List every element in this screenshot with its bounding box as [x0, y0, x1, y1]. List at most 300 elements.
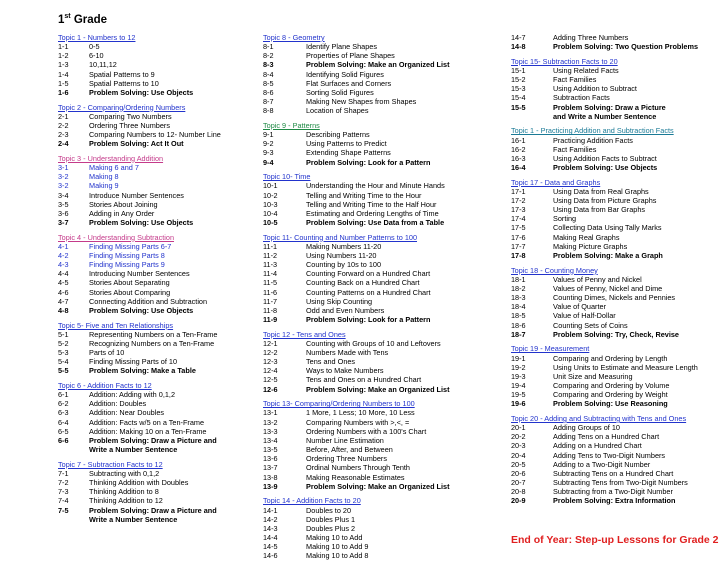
- lesson-title: and Write a Number Sentence: [553, 111, 657, 121]
- lesson-row: [263, 533, 503, 542]
- lesson-number: 3-2: [58, 181, 69, 191]
- lesson-number: 3-1: [58, 163, 69, 173]
- lesson-title: Problem Solving: Use Objects: [89, 305, 194, 315]
- lesson-title: Adding on a Hundred Chart: [553, 441, 642, 451]
- lesson-number: 9-3: [263, 148, 274, 158]
- lesson-title: Extending Shape Patterns: [306, 148, 391, 158]
- lesson-number: 4-1: [58, 241, 69, 251]
- lesson-number: 6-6: [58, 435, 69, 445]
- topic-title: Topic 19 - Measurement: [511, 344, 590, 354]
- lesson-title: Practicing Addition Facts: [553, 135, 633, 145]
- lesson-number: 19-6: [511, 399, 526, 409]
- lesson-row: [263, 79, 503, 88]
- lesson-title: Making 9: [89, 181, 119, 191]
- lesson-row: [58, 70, 248, 79]
- lesson-title: Comparing and Ordering by Volume: [553, 380, 670, 390]
- lesson-title: Problem Solving: Use Objects: [89, 87, 194, 97]
- lesson-row: [511, 478, 726, 487]
- lesson-number: 8-1: [263, 42, 274, 52]
- lesson-title: Introduce Number Sentences: [89, 190, 184, 200]
- lesson-row: [58, 260, 248, 269]
- lesson-number: 19-4: [511, 380, 526, 390]
- lesson-title: Addition: Facts w/5 on a Ten-Frame: [89, 417, 205, 427]
- lesson-row: [511, 223, 726, 232]
- lesson-row: [58, 348, 248, 357]
- lesson-row: [511, 354, 726, 363]
- lesson-title: Spatial Patterns to 10: [89, 78, 159, 88]
- lesson-title: Telling and Writing Time to the Half Hour: [306, 199, 437, 209]
- lesson-title: Tens and Ones: [306, 357, 356, 367]
- lesson-number: 18-7: [511, 329, 526, 339]
- lesson-title: Value of Half-Dollar: [553, 311, 616, 321]
- topic-title: Topic 12 - Tens and Ones: [263, 329, 346, 339]
- lesson-title: Subtracting Tens from Two-Digit Numbers: [553, 478, 688, 488]
- lesson-row: [58, 269, 248, 278]
- lesson-title: Ordinal Numbers Through Tenth: [306, 463, 410, 473]
- lesson-row: [511, 275, 726, 284]
- lesson-number: 17-7: [511, 241, 526, 251]
- lesson-title: Odd and Even Numbers: [306, 305, 385, 315]
- lesson-title: Ways to Make Numbers: [306, 366, 384, 376]
- lesson-number: 2-4: [58, 139, 69, 149]
- lesson-number: 14-3: [263, 523, 278, 533]
- lesson-title: Fact Families: [553, 144, 597, 154]
- lesson-row: [263, 366, 503, 375]
- lesson-row: [263, 542, 503, 551]
- lesson-number: 20-4: [511, 450, 526, 460]
- lesson-row: [263, 42, 503, 51]
- lesson-title: Problem Solving: Try, Check, Revise: [553, 329, 679, 339]
- lesson-title: Values of Penny, Nickel and Dime: [553, 283, 663, 293]
- lesson-number: 12-4: [263, 366, 278, 376]
- lesson-title: Using Data from Bar Graphs: [553, 205, 646, 215]
- lesson-row: [511, 441, 726, 450]
- lesson-title: Adding Three Numbers: [553, 33, 629, 42]
- lesson-row: [263, 218, 503, 227]
- lesson-number: 16-2: [511, 144, 526, 154]
- lesson-title: Counting with Groups of 10 and Leftovers: [306, 338, 441, 348]
- lesson-title: Addition: Near Doubles: [89, 408, 165, 418]
- lesson-row: [58, 172, 248, 181]
- lesson-row: [511, 293, 726, 302]
- lesson-number: 1-2: [58, 51, 69, 61]
- lesson-number: 12-2: [263, 348, 278, 357]
- lesson-row: [58, 121, 248, 130]
- lesson-row: [263, 418, 503, 427]
- lesson-row: [58, 478, 248, 487]
- lesson-row: [511, 103, 726, 112]
- lesson-row: [263, 288, 503, 297]
- lesson-row: [263, 278, 503, 287]
- lesson-row: [263, 515, 503, 524]
- lesson-row: [263, 269, 503, 278]
- topic-section: [263, 330, 503, 394]
- lesson-title: Making 6 and 7: [89, 163, 139, 173]
- end-of-year-note: End of Year: Step-up Lessons for Grade 2: [511, 534, 719, 546]
- lesson-row: [511, 242, 726, 251]
- topic-section: [58, 321, 248, 376]
- lesson-row: [263, 88, 503, 97]
- lesson-number: 3-6: [58, 208, 69, 218]
- lesson-number: 17-4: [511, 214, 526, 224]
- lesson-row: [58, 209, 248, 218]
- lesson-title: Problem Solving: Draw a Picture: [553, 102, 666, 112]
- lesson-title: Understanding the Hour and Minute Hands: [306, 181, 445, 191]
- topic-title: Topic 1 - Practicing Addition and Subtraction Facts: [511, 126, 674, 136]
- lesson-number: 1-6: [58, 87, 69, 97]
- lesson-title: Using Numbers 11-20: [306, 250, 377, 260]
- lesson-row: [58, 496, 248, 505]
- lesson-number: 8-4: [263, 69, 274, 79]
- lesson-number: 4-4: [58, 269, 69, 279]
- lesson-row: [263, 445, 503, 454]
- lesson-row: [263, 60, 503, 69]
- lesson-title: Comparing and Ordering by Length: [553, 353, 668, 363]
- lesson-row: [511, 381, 726, 390]
- lesson-number: 19-3: [511, 371, 526, 381]
- lesson-number: 17-8: [511, 250, 526, 260]
- lesson-title: Adding Tens to Two-Digit Numbers: [553, 450, 666, 460]
- lesson-title: Tens and Ones on a Hundred Chart: [306, 375, 422, 385]
- lesson-row: [511, 487, 726, 496]
- lesson-row: [58, 181, 248, 190]
- lesson-number: 10-5: [263, 217, 278, 227]
- lesson-row: [58, 330, 248, 339]
- lesson-title: Location of Shapes: [306, 106, 369, 116]
- lesson-row: [58, 112, 248, 121]
- lesson-number: 16-3: [511, 153, 526, 163]
- lesson-number: 2-1: [58, 111, 69, 121]
- lesson-row: [263, 339, 503, 348]
- lesson-title: Values of Penny and Nickel: [553, 274, 642, 284]
- lesson-number: 5-1: [58, 329, 69, 339]
- lesson-row: [511, 311, 726, 320]
- lesson-number: 20-3: [511, 441, 526, 451]
- lesson-number: 7-5: [58, 505, 69, 515]
- lesson-number: 8-6: [263, 87, 274, 97]
- lesson-number: 12-5: [263, 375, 278, 385]
- lesson-row: [58, 469, 248, 478]
- topic-section: [58, 460, 248, 524]
- lesson-row: [263, 209, 503, 218]
- lesson-number: 4-7: [58, 296, 69, 306]
- lesson-number: 1-5: [58, 78, 69, 88]
- lesson-row: [58, 42, 248, 51]
- lesson-number: 14-5: [263, 542, 278, 552]
- column-2: [263, 33, 503, 566]
- topic-title: Topic 2 - Comparing/Ordering Numbers: [58, 102, 186, 112]
- lesson-title: Representing Numbers on a Ten-Frame: [89, 329, 218, 339]
- lesson-title: Sorting: [553, 214, 577, 224]
- lesson-number: 13-3: [263, 426, 278, 436]
- lesson-row: [58, 506, 248, 515]
- lesson-title: Value of Quarter: [553, 302, 606, 312]
- lesson-title: Problem Solving: Act It Out: [89, 139, 184, 149]
- topic-title: Topic 7 - Subtraction Facts to 12: [58, 459, 163, 469]
- lesson-number: 10-1: [263, 181, 278, 191]
- lesson-title: Counting Sets of Coins: [553, 320, 628, 330]
- lesson-row: [58, 445, 248, 454]
- lesson-row: [511, 196, 726, 205]
- lesson-title: Estimating and Ordering Lengths of Time: [306, 208, 439, 218]
- lesson-row: [511, 205, 726, 214]
- lesson-number: 17-5: [511, 223, 526, 233]
- topic-section: [511, 178, 726, 260]
- lesson-row: [263, 297, 503, 306]
- lesson-title: Making 10 to Add 9: [306, 542, 369, 552]
- lesson-row: [58, 242, 248, 251]
- lesson-row: [511, 33, 726, 42]
- lesson-number: 3-2: [58, 172, 69, 182]
- lesson-title: Adding Tens on a Hundred Chart: [553, 432, 660, 442]
- lesson-number: 8-8: [263, 106, 274, 116]
- lesson-number: 11-2: [263, 250, 278, 260]
- lesson-row: [58, 436, 248, 445]
- lesson-title: Describing Patterns: [306, 130, 370, 140]
- topic-section: [511, 126, 726, 172]
- lesson-row: [58, 88, 248, 97]
- lesson-title: Flat Surfaces and Corners: [306, 78, 392, 88]
- lesson-row: [511, 469, 726, 478]
- lesson-number: 12-3: [263, 357, 278, 367]
- lesson-row: [511, 390, 726, 399]
- topic-section: [511, 414, 726, 506]
- lesson-title: Stories About Joining: [89, 199, 158, 209]
- lesson-title: Problem Solving: Make an Organized List: [306, 481, 450, 491]
- lesson-title: Using Patterns to Predict: [306, 139, 387, 149]
- lesson-title: Before, After, and Between: [306, 445, 393, 455]
- lesson-row: [263, 408, 503, 417]
- lesson-title: Identify Plane Shapes: [306, 42, 377, 52]
- lesson-row: [263, 463, 503, 472]
- lesson-row: [511, 145, 726, 154]
- lesson-number: 5-5: [58, 366, 69, 376]
- lesson-title: Making 10 to Add 8: [306, 551, 369, 561]
- lesson-title: Ordering Three Numbers: [89, 120, 170, 130]
- lesson-title: Using Data from Picture Graphs: [553, 196, 657, 205]
- lesson-row: [511, 42, 726, 51]
- lesson-number: 15-4: [511, 93, 526, 103]
- lesson-title: Collecting Data Using Tally Marks: [553, 223, 662, 233]
- lesson-row: [511, 451, 726, 460]
- lesson-number: 20-9: [511, 496, 526, 506]
- lesson-number: 13-8: [263, 472, 278, 482]
- lesson-title: Using Skip Counting: [306, 296, 373, 306]
- lesson-number: 11-1: [263, 241, 278, 251]
- lesson-row: [263, 436, 503, 445]
- lesson-number: 13-4: [263, 435, 278, 445]
- topic-title: Topic 17 - Data and Graphs: [511, 177, 601, 187]
- topic-section: [263, 121, 503, 167]
- topic-title: Topic 5- Five and Ten Relationships: [58, 320, 174, 330]
- lesson-row: [511, 460, 726, 469]
- lesson-number: 20-5: [511, 459, 526, 469]
- lesson-number: 17-3: [511, 205, 526, 215]
- lesson-row: [511, 84, 726, 93]
- lesson-title: Addition: Making 10 on a Ten-Frame: [89, 426, 207, 436]
- lesson-number: 9-2: [263, 139, 274, 149]
- lesson-title: Counting Forward on a Hundred Chart: [306, 269, 431, 279]
- lesson-number: 10-3: [263, 199, 278, 209]
- lesson-number: 3-4: [58, 190, 69, 200]
- topic-section: [263, 33, 503, 115]
- lesson-number: 8-5: [263, 78, 274, 88]
- lesson-title: Making Reasonable Estimates: [306, 472, 405, 482]
- lesson-title: Number Line Estimation: [306, 435, 384, 445]
- lesson-row: [511, 93, 726, 102]
- lesson-row: [58, 218, 248, 227]
- lesson-row: [263, 130, 503, 139]
- lesson-title: Write a Number Sentence: [89, 445, 178, 455]
- lesson-row: [511, 214, 726, 223]
- lesson-title: Write a Number Sentence: [89, 514, 178, 524]
- lesson-title: Problem Solving: Draw a Picture and: [89, 435, 217, 445]
- lesson-title: Making Numbers 11-20: [306, 241, 382, 251]
- lesson-row: [511, 136, 726, 145]
- lesson-row: [263, 454, 503, 463]
- lesson-title: Fact Families: [553, 75, 597, 85]
- lesson-row: [58, 306, 248, 315]
- lesson-row: [511, 372, 726, 381]
- lesson-row: [263, 524, 503, 533]
- lesson-number: 6-3: [58, 408, 69, 418]
- lesson-row: [263, 106, 503, 115]
- lesson-row: [263, 260, 503, 269]
- lesson-row: [263, 482, 503, 491]
- lesson-title: Unit Size and Measuring: [553, 371, 633, 381]
- lesson-row: [511, 330, 726, 339]
- lesson-number: 17-1: [511, 186, 526, 196]
- topic-section: [511, 57, 726, 121]
- lesson-row: [511, 399, 726, 408]
- lesson-number: 18-5: [511, 311, 526, 321]
- lesson-number: 15-2: [511, 75, 526, 85]
- lesson-number: 14-2: [263, 514, 278, 524]
- topic-title: Topic 6 - Addition Facts to 12: [58, 380, 152, 390]
- lesson-title: Using Data from Real Graphs: [553, 186, 649, 196]
- lesson-title: Problem Solving: Look for a Pattern: [306, 157, 431, 167]
- lesson-row: [58, 390, 248, 399]
- lesson-title: Ordering Three Numbers: [306, 454, 387, 464]
- lesson-number: 19-1: [511, 353, 526, 363]
- lesson-title: Ordering Numbers with a 100's Chart: [306, 426, 427, 436]
- lesson-row: [58, 51, 248, 60]
- lesson-number: 2-2: [58, 120, 69, 130]
- lesson-number: 13-6: [263, 454, 278, 464]
- lesson-row: [511, 302, 726, 311]
- lesson-title: Making Picture Graphs: [553, 241, 628, 251]
- lesson-title: Subtracting from a Two-Digit Number: [553, 487, 673, 497]
- lesson-row: [58, 487, 248, 496]
- lesson-number: 11-7: [263, 296, 278, 306]
- lesson-number: 13-7: [263, 463, 278, 473]
- lesson-title: Addition: Doubles: [89, 399, 147, 409]
- topic-title: Topic 4 - Understanding Subtraction: [58, 232, 175, 242]
- lesson-title: Identifying Solid Figures: [306, 69, 384, 79]
- lesson-title: 6-10: [89, 51, 104, 61]
- lesson-number: 18-4: [511, 302, 526, 312]
- lesson-row: [263, 97, 503, 106]
- lesson-row: [58, 288, 248, 297]
- lesson-title: Stories About Separating: [89, 278, 170, 288]
- lesson-row: [58, 139, 248, 148]
- lesson-number: 11-5: [263, 278, 278, 288]
- lesson-row: [58, 418, 248, 427]
- topic-title: Topic 15- Subtraction Facts to 20: [511, 56, 618, 66]
- lesson-number: 7-1: [58, 468, 69, 478]
- lesson-title: Problem Solving: Use Reasoning: [553, 399, 668, 409]
- topic-title: Topic 9 - Patterns: [263, 120, 320, 130]
- lesson-number: 20-2: [511, 432, 526, 442]
- lesson-number: 4-3: [58, 260, 69, 270]
- lesson-number: 6-1: [58, 390, 69, 400]
- lesson-row: [263, 200, 503, 209]
- page-title: 1st Grade: [58, 13, 108, 26]
- lesson-row: [58, 200, 248, 209]
- topic-title: Topic 11- Counting and Number Patterns to 100: [263, 232, 418, 242]
- topic-section: [263, 496, 503, 560]
- lesson-number: 9-4: [263, 157, 274, 167]
- topic-section: [511, 266, 726, 339]
- lesson-number: 11-6: [263, 287, 278, 297]
- lesson-title: Subtracting with 0,1,2: [89, 468, 160, 478]
- lesson-number: 9-1: [263, 130, 274, 140]
- lesson-title: Doubles Plus 2: [306, 523, 356, 533]
- lesson-title: 0-5: [89, 42, 100, 52]
- lesson-title: 1 More, 1 Less; 10 More, 10 Less: [306, 408, 415, 418]
- lesson-title: Comparing Numbers to 12- Number Line: [89, 130, 221, 140]
- lesson-number: 13-9: [263, 481, 278, 491]
- lesson-title: Subtraction Facts: [553, 93, 610, 103]
- lesson-number: 4-6: [58, 287, 69, 297]
- topic-section: [58, 33, 248, 97]
- lesson-row: [511, 112, 726, 121]
- lesson-row: [511, 496, 726, 505]
- lesson-number: 1-3: [58, 60, 69, 70]
- lesson-row: [511, 251, 726, 260]
- lesson-number: 4-5: [58, 278, 69, 288]
- lesson-title: Using Related Facts: [553, 65, 619, 75]
- lesson-row: [511, 321, 726, 330]
- lesson-title: Numbers Made with Tens: [306, 348, 389, 357]
- lesson-title: Counting Patterns on a Hundred Chart: [306, 287, 431, 297]
- lesson-title: Making 10 to Add: [306, 532, 363, 542]
- lesson-row: [263, 251, 503, 260]
- lesson-title: Problem Solving: Two Question Problems: [553, 42, 699, 52]
- lesson-number: 6-2: [58, 399, 69, 409]
- lesson-number: 10-2: [263, 190, 278, 200]
- lesson-number: 5-3: [58, 348, 69, 357]
- lesson-number: 1-4: [58, 69, 69, 79]
- lesson-title: Thinking Addition with Doubles: [89, 478, 189, 488]
- lesson-row: [58, 191, 248, 200]
- lesson-title: Comparing and Ordering by Weight: [553, 390, 668, 400]
- topic-section: [511, 344, 726, 408]
- lesson-number: 5-4: [58, 357, 69, 367]
- lesson-number: 2-3: [58, 130, 69, 140]
- topic-title: Topic 8 - Geometry: [263, 33, 325, 42]
- lesson-number: 14-1: [263, 505, 278, 515]
- lesson-row: [263, 242, 503, 251]
- lesson-row: [511, 284, 726, 293]
- lesson-title: Using Addition to Subtract: [553, 84, 637, 94]
- lesson-title: Making 8: [89, 172, 119, 182]
- topic-section: [58, 381, 248, 454]
- lesson-title: Stories About Comparing: [89, 287, 171, 297]
- lesson-number: 11-4: [263, 269, 278, 279]
- lesson-row: [511, 363, 726, 372]
- lesson-row: [263, 506, 503, 515]
